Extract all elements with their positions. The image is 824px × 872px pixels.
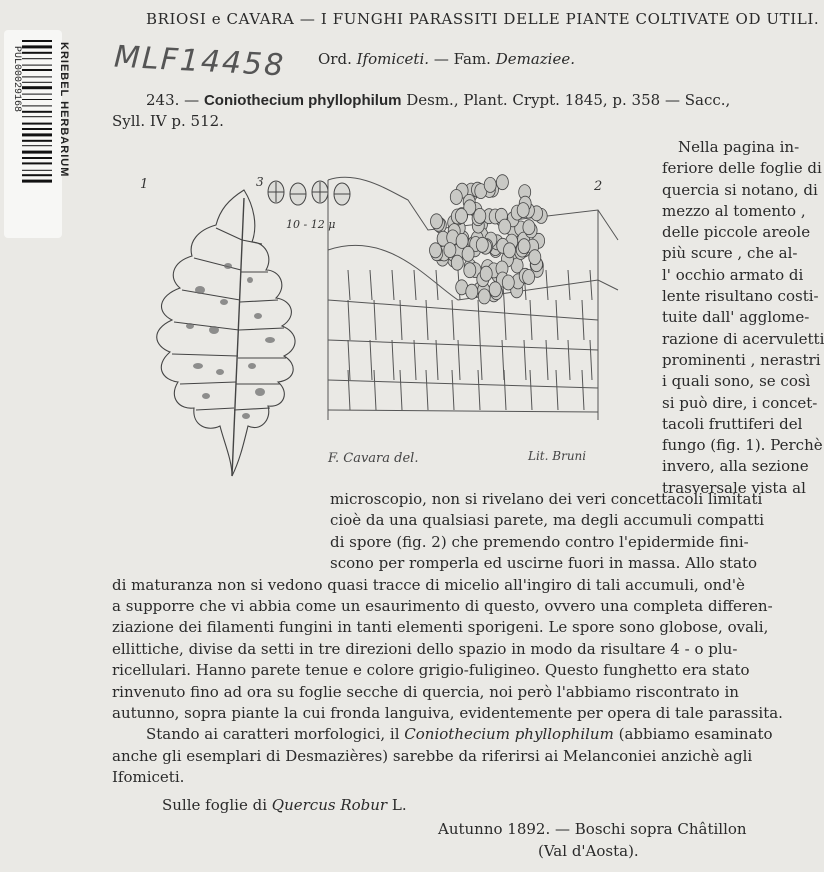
handwritten-accession-number: MLF14458 — [113, 39, 287, 84]
body-line: ellittiche, divise da setti in tre direzioni dello spazio in modo da risultare 4 - o plu- — [112, 639, 738, 658]
family-name: Demaziee. — [495, 50, 575, 68]
order-name: Ifomiceti. — [356, 50, 430, 68]
right-column-line: lente risultano costi- — [662, 287, 819, 306]
body-line: di spore (fig. 2) che premendo contro l'epidermide fini- — [330, 532, 749, 551]
fig1-label: 1 — [140, 177, 149, 192]
host-author: L. — [391, 795, 407, 814]
species-entry — [112, 90, 788, 132]
body-fragment: (abbiamo esaminato — [618, 725, 773, 744]
right-column-line: l' occhio armato di — [662, 265, 804, 284]
spore-drawings — [268, 181, 350, 205]
fig2-label: 2 — [594, 179, 603, 194]
right-column-line: trasversale vista al — [662, 478, 806, 497]
right-column-line: fungo (fig. 1). Perchè — [662, 436, 823, 455]
right-column-line: i quali sono, se così — [662, 372, 811, 391]
body-fragment: Stando ai caratteri morfologici, il — [146, 725, 400, 744]
family-prefix: — Fam. — [433, 50, 491, 68]
herbarium-name: KRIEBEL HERBARIUM — [58, 42, 70, 178]
right-column-line: Nella pagina in- — [678, 138, 800, 156]
body-line: Ifomiceti. — [112, 768, 185, 787]
barcode-icon — [22, 40, 52, 220]
body-line — [112, 724, 788, 745]
body-line: microscopio, non si rivelano dei veri concettacoli limitati — [330, 490, 763, 508]
spore-scale: 10 - 12 μ — [286, 218, 336, 231]
spore-mass-drawing — [430, 175, 548, 304]
right-column-line: quercia si notano, di — [662, 180, 818, 199]
right-column-line: invero, alla sezione — [662, 457, 809, 476]
artist-credit: F. Cavara del. — [328, 451, 419, 466]
right-column-line: più scure , che al- — [662, 244, 798, 263]
order-prefix: Ord. — [318, 50, 352, 68]
right-column-line: delle piccole areole — [662, 223, 811, 242]
body-line: a supporre che vi abbia come un esaurimento di questo, ovvero una completa differen- — [112, 597, 773, 616]
barcode-label — [4, 30, 70, 238]
body-line: anche gli esemplari di Desmazières) sarebbe da riferirsi ai Melanconiei anzichè agli — [112, 746, 753, 765]
body-line: autunno, sopra piante la cui fronda languiva, evidentemente per opera di tale parassita. — [112, 704, 783, 723]
body-line: ricellulari. Hanno parete tenue e colore grigio-fuligineo. Questo funghetto era stato — [112, 661, 750, 680]
right-column-line: tuite dall' agglome- — [662, 308, 810, 327]
body-line: scono per romperla ed uscirne fuori in massa. Allo stato — [330, 554, 758, 573]
fig3-label: 3 — [256, 175, 264, 189]
order-family-line — [318, 50, 575, 68]
right-column-line: tacoli fruttiferi del — [662, 414, 803, 433]
illustration-plate — [128, 170, 618, 510]
body-line: ziazione dei filamenti fungini in tanti elementi sporigeni. Le spore sono globose, ovali, — [112, 618, 769, 637]
species-name-inline: Coniothecium phyllophilum — [404, 725, 614, 744]
barcode-number: PUL00029168 — [11, 46, 22, 113]
right-column-line: mezzo al tomento , — [662, 201, 806, 220]
locality-line-2: (Val d'Aosta). — [538, 842, 639, 860]
oak-leaf-drawing — [157, 190, 295, 476]
species-name: Coniothecium phyllophilum — [203, 92, 402, 109]
lithographer-credit: Lit. Bruni — [528, 449, 587, 463]
body-line: rinvenuto fino ad ora su foglie secche di quercia, noi però l'abbiamo riscontrato in — [112, 682, 739, 701]
entry-number: 243. — — [146, 91, 200, 109]
host-line — [112, 795, 788, 816]
body-line: di maturanza non si vedono quasi tracce di micelio all'ingiro di tali accumuli, ond'è — [112, 575, 745, 594]
locality-line-1: Autunno 1892. — Boschi sopra Châtillon — [438, 820, 747, 838]
right-column-line: si può dire, i concet- — [662, 393, 818, 412]
leaf-spots — [186, 263, 275, 419]
description-text — [112, 489, 788, 816]
right-column-text — [662, 137, 824, 499]
right-column-line: razione di acervuletti — [662, 329, 824, 348]
body-line: cioè da una qualsiasi parete, ma degli accumuli compatti — [330, 511, 765, 530]
right-column-line: feriore delle foglie di — [662, 159, 822, 178]
entry-reference: Desm., Plant. Crypt. 1845, p. 358 — Sacc., — [406, 91, 731, 109]
host-prefix: Sulle foglie di — [162, 795, 267, 814]
host-name: Quercus Robur — [271, 795, 388, 814]
right-column-line: prominenti , nerastri — [662, 350, 821, 369]
entry-reference-2: Syll. IV p. 512. — [112, 112, 224, 130]
page-header: BRIOSI e CAVARA — I FUNGHI PARASSITI DELLE PIANTE COLTIVATE OD UTILI. — [146, 10, 820, 28]
